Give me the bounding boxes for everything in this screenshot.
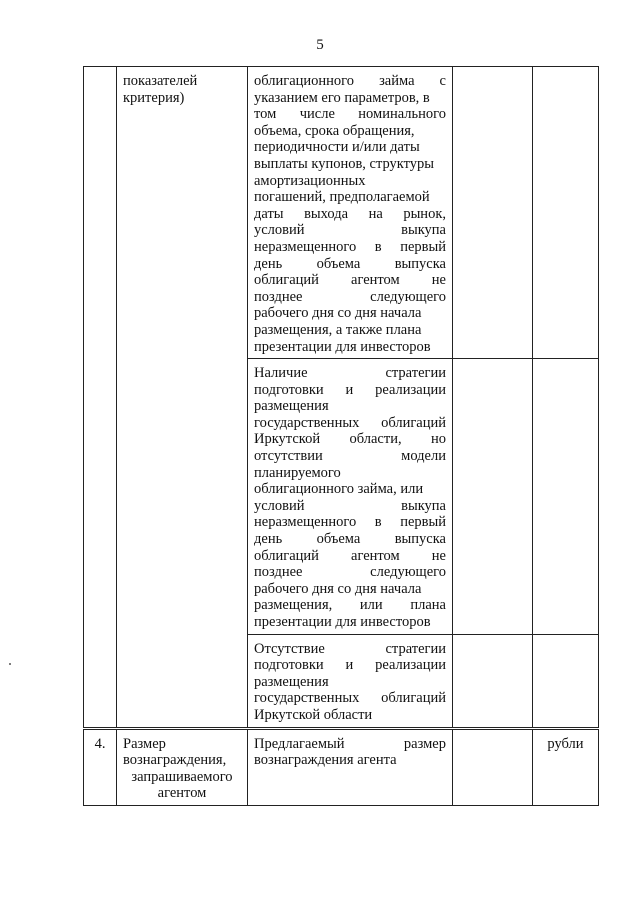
- criterion-text: [254, 73, 446, 355]
- criterion-cell: [248, 728, 453, 805]
- page-number: 5: [316, 37, 324, 53]
- criterion-text: [254, 641, 446, 724]
- criterion-line: Отсутствие стратегии: [254, 640, 446, 657]
- criterion-line: Иркутской области, но: [254, 431, 446, 448]
- criterion-line: условий выкупа: [254, 222, 446, 239]
- criterion-line: подготовки и реализации: [254, 657, 446, 674]
- indicator-name-line: показателей: [123, 73, 198, 89]
- criterion-line: условий выкупа: [254, 497, 446, 514]
- criterion-cell: [248, 359, 453, 635]
- score-cell: [453, 359, 533, 635]
- criterion-line: презентации для инвесторов: [254, 614, 431, 630]
- criterion-text: [254, 365, 446, 631]
- criterion-line: объема, срока обращения,: [254, 122, 415, 139]
- criterion-cell: [248, 634, 453, 728]
- criterion-line: указанием его параметров, в: [254, 89, 430, 106]
- criterion-line: неразмещенного в первый: [254, 238, 446, 255]
- criterion-line: амортизационных: [254, 172, 366, 189]
- criterion-line: размещения, или плана: [254, 597, 446, 614]
- criterion-line: день объема выпуска: [254, 531, 446, 548]
- criterion-line: государственных облигаций: [254, 414, 446, 431]
- row-number-cell-empty: [84, 67, 117, 729]
- criterion-line: облигационного займа с: [254, 73, 446, 89]
- criterion-line: размещения, а также плана: [254, 321, 422, 338]
- table-row: [84, 728, 599, 805]
- criterion-line: отсутствии модели: [254, 448, 446, 465]
- criterion-line: позднее следующего: [254, 564, 446, 581]
- criterion-line: рабочего дня со дня начала: [254, 305, 422, 322]
- indicator-name-line: критерия): [123, 89, 185, 106]
- criterion-cell: [248, 67, 453, 359]
- table-row: [84, 67, 599, 359]
- row-number-cell: 4.: [84, 728, 117, 805]
- criteria-table: [83, 66, 599, 806]
- indicator-name-cell: [117, 67, 248, 729]
- indicator-name-cell: [117, 728, 248, 805]
- criterion-line: выплаты купонов, структуры: [254, 155, 435, 172]
- criterion-line: подготовки и реализации: [254, 381, 446, 398]
- criterion-line: Предлагаемый размер: [254, 735, 446, 752]
- unit-cell: рубли: [533, 728, 599, 805]
- unit-cell: [533, 359, 599, 635]
- score-cell: [453, 634, 533, 728]
- criterion-line: презентации для инвесторов: [254, 338, 431, 355]
- indicator-name-line: агентом: [157, 785, 207, 802]
- score-cell: [453, 67, 533, 359]
- criterion-line: размещения: [254, 398, 329, 415]
- criterion-line: размещения: [254, 673, 329, 690]
- indicator-name-line: Размер: [123, 735, 166, 752]
- criterion-line: планируемого: [254, 464, 341, 481]
- unit-cell: [533, 67, 599, 359]
- indicator-name-line: запрашиваемого: [131, 768, 233, 785]
- unit-cell: [533, 634, 599, 728]
- criterion-line: позднее следующего: [254, 288, 446, 305]
- criterion-line: погашений, предполагаемой: [254, 189, 430, 206]
- criterion-line: неразмещенного в первый: [254, 514, 446, 531]
- criterion-line: день объема выпуска: [254, 255, 446, 272]
- score-cell: [453, 728, 533, 805]
- criterion-line: вознаграждения агента: [254, 752, 397, 769]
- criterion-line: рабочего дня со дня начала: [254, 580, 422, 597]
- criterion-line: Наличие стратегии: [254, 365, 446, 382]
- criterion-line: облигаций агентом не: [254, 547, 446, 564]
- criterion-line: государственных облигаций: [254, 690, 446, 707]
- criterion-line: облигационного займа, или: [254, 481, 424, 498]
- criterion-line: том числе номинального: [254, 106, 446, 123]
- criterion-line: облигаций агентом не: [254, 272, 446, 289]
- criterion-line: периодичности и/или даты: [254, 139, 420, 156]
- criterion-text: [254, 736, 446, 769]
- criterion-line: даты выхода на рынок,: [254, 205, 446, 222]
- indicator-name-line: вознаграждения,: [123, 752, 227, 769]
- criterion-line: Иркутской области: [254, 706, 373, 723]
- scan-speck: [9, 663, 11, 665]
